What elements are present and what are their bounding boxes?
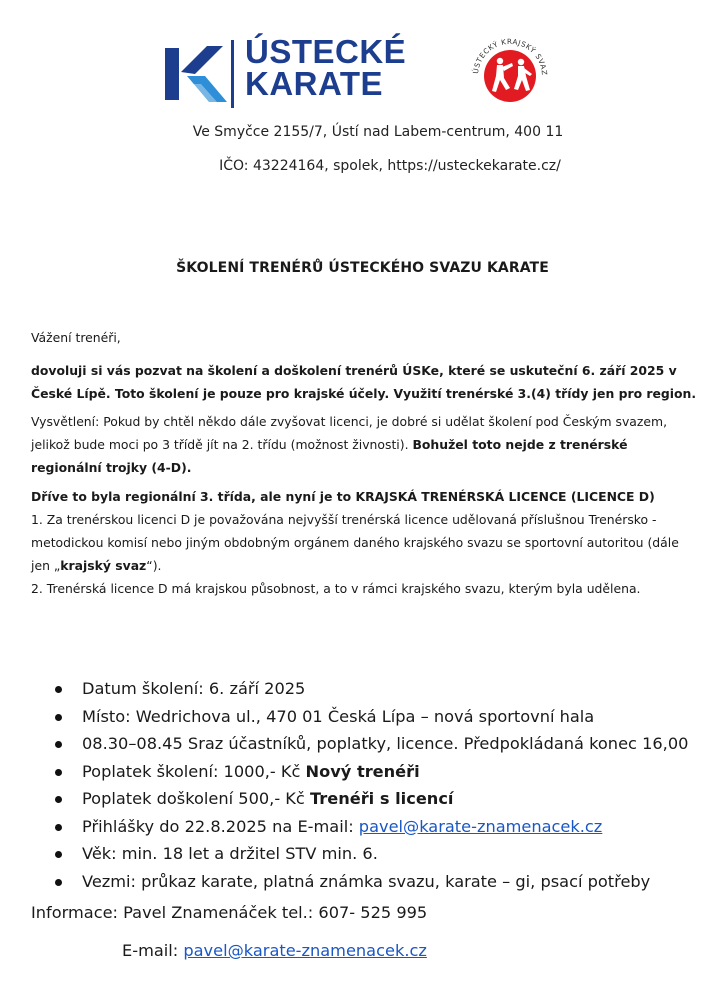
- invitation-paragraph: dovoluji si vás pozvat na školení a doškolení trenérů ÚSKe, které se uskuteční 6. září 2025 v České Lípě. Toto školení je pouze pro krajské účely. Využití trenérské 3.(4) třídy jen pro region.: [31, 363, 697, 401]
- list-item: [82, 675, 725, 703]
- brand-line-1: ÚSTECKÉ: [245, 33, 407, 70]
- document-title: ŠKOLENÍ TRENÉRŮ ÚSTECKÉHO SVAZU KARATE: [176, 260, 549, 276]
- bullet-icon: [55, 714, 62, 721]
- explanation-paragraph: [31, 410, 701, 479]
- fact-text: Věk: min. 18 let a držitel STV min. 6.: [82, 844, 378, 863]
- fact-text: Vezmi: průkaz karate, platná známka svazu, karate – gi, psací potřeby: [82, 871, 651, 891]
- contact-email-line: [122, 941, 427, 960]
- greeting: Vážení trenéři,: [31, 330, 121, 345]
- license-point-1: [31, 508, 701, 577]
- fact-emphasis: Nový trenéři: [305, 761, 420, 781]
- explanation-note: Bohužel toto nejde z trenérské regionální trojky (4-D).: [31, 437, 628, 475]
- explanation-text: Vysvětlení: Pokud by chtěl někdo dále zvyšovat licenci, je dobré si udělat školení pod Českým svazem, jelikož bude moci po 3 třídě jít na 2. třídu (možnost živnosti).: [31, 414, 668, 452]
- fact-text: Přihlášky do 22.8.2025 na E-mail:: [82, 816, 359, 836]
- list-item: [82, 703, 725, 731]
- fact-emphasis: Trenéři s licencí: [309, 789, 454, 808]
- license-point-1-term: krajský svaz: [60, 558, 147, 573]
- list-item: [82, 868, 725, 896]
- usti-karate-logo: [165, 30, 415, 112]
- license-point-1-text: 1. Za trenérskou licenci D je považována nejvyšší trenérská licence udělovaná příslušnou Trenérsko - metodickou komisí nebo jiným obdobným orgánem daného krajského svazu se sportovní autoritou (dále jen „: [31, 512, 679, 573]
- contact-email-link[interactable]: pavel@karate-znamenacek.cz: [183, 941, 427, 960]
- bullet-icon: [55, 796, 62, 803]
- bullet-icon: [55, 824, 62, 831]
- organization-address: Ve Smyčce 2155/7, Ústí nad Labem-centrum, 400 11: [192, 124, 564, 140]
- registration-email-link[interactable]: pavel@karate-znamenacek.cz: [358, 816, 603, 836]
- organization-id-and-web: IČO: 43224164, spolek, https://usteckekarate.cz/: [219, 158, 561, 174]
- contact-email-label: E-mail:: [122, 941, 184, 960]
- license-heading: Dříve to byla regionální 3. třída, ale nyní je to KRAJSKÁ TRENÉRSKÁ LICENCE (LICENCE D): [31, 489, 655, 504]
- bullet-icon: [55, 769, 62, 776]
- bullet-icon: [55, 851, 62, 858]
- bullet-icon: [55, 879, 62, 886]
- license-point-2: 2. Trenérská licence D má krajskou působnost, a to v rámci krajského svazu, kterým byla udělena.: [31, 581, 641, 596]
- contact-info: Informace: Pavel Znamenáček tel.: 607- 525 995: [31, 903, 428, 922]
- event-details-list: [30, 675, 725, 895]
- fact-text: Místo: Wedrichova ul., 470 01 Česká Lípa – nová sportovní hala: [82, 706, 595, 726]
- brand-line-2: KARATE: [245, 65, 384, 102]
- svg-text:ÚSTECKÝ KRAJSKÝ SVAZ KARATE: ÚSTECKÝ KRAJSKÝ SVAZ: [471, 36, 550, 76]
- karate-fighters-seal-icon: [466, 30, 554, 118]
- license-point-1-end: “).: [146, 558, 162, 573]
- list-item: [82, 730, 725, 758]
- brand-wordmark: [245, 33, 407, 102]
- fact-text: Poplatek doškolení 500,- Kč: [82, 789, 310, 808]
- fact-text: Datum školení: 6. září 2025: [82, 679, 306, 698]
- list-item: [82, 785, 725, 813]
- bullet-icon: [55, 741, 62, 748]
- license-section: [31, 485, 701, 600]
- bullet-icon: [55, 686, 62, 693]
- list-item: [82, 758, 725, 786]
- fact-text: 08.30–08.45 Sraz účastníků, poplatky, licence. Předpokládaná konec 16,00: [82, 734, 689, 753]
- fact-text: Poplatek školení: 1000,- Kč: [82, 761, 306, 781]
- regional-union-seal: [466, 30, 554, 118]
- k-mark-icon: [165, 38, 235, 110]
- list-item: [82, 813, 725, 841]
- list-item: [82, 840, 725, 868]
